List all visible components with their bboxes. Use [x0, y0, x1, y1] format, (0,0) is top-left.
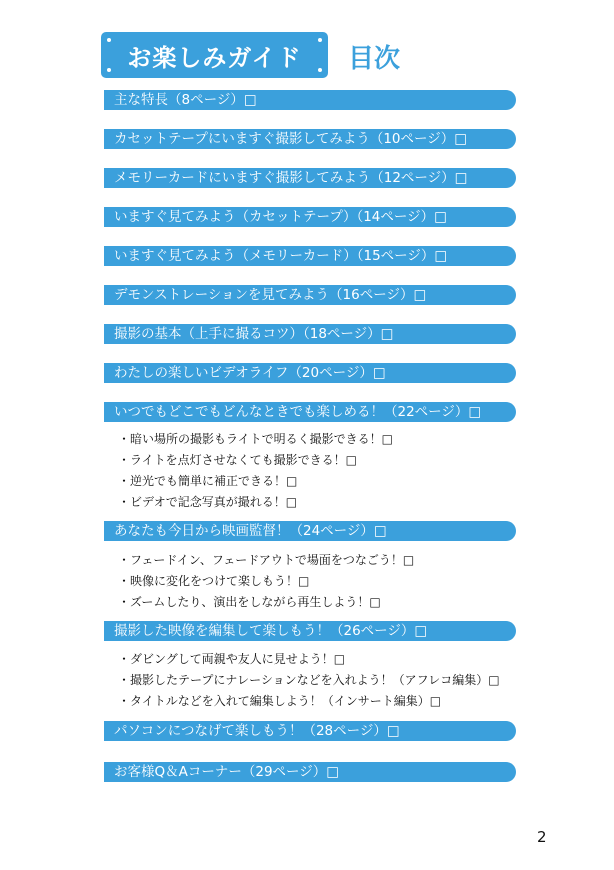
toc-subitem[interactable]: ・ズームしたり、演出をしながら再生しよう！□	[118, 595, 381, 609]
toc-section-8[interactable]: いつでもどこでもどんなときでも楽しめる！（22ページ）□	[104, 402, 516, 422]
toc-section-3[interactable]: いますぐ見てみよう（カセットテープ）（14ページ）□	[104, 207, 516, 227]
toc-section-7[interactable]: わたしの楽しいビデオライフ（20ページ）□	[104, 363, 516, 383]
toc-section-4[interactable]: いますぐ見てみよう（メモリーカード）（15ページ）□	[104, 246, 516, 266]
toc-heading: 目次	[348, 44, 401, 74]
toc-subitem[interactable]: ・ビデオで記念写真が撮れる！□	[118, 495, 298, 509]
guide-title: お楽しみガイド	[127, 43, 302, 72]
toc-subitem[interactable]: ・暗い場所の撮影もライトで明るく撮影できる！□	[118, 432, 393, 446]
toc-section-2[interactable]: メモリーカードにいますぐ撮影してみよう（12ページ）□	[104, 168, 516, 188]
toc-section-11[interactable]: パソコンにつなげて楽しもう！（28ページ）□	[104, 721, 516, 741]
page-number: 2	[537, 828, 547, 846]
toc-section-6[interactable]: 撮影の基本（上手に撮るコツ）（18ページ）□	[104, 324, 516, 344]
toc-subitem[interactable]: ・ダビングして両親や友人に見せよう！□	[118, 652, 346, 666]
toc-section-1[interactable]: カセットテープにいますぐ撮影してみよう（10ページ）□	[104, 129, 516, 149]
toc-subitem[interactable]: ・タイトルなどを入れて編集しよう！（インサート編集）□	[118, 694, 442, 708]
toc-subitem[interactable]: ・ライトを点灯させなくても撮影できる！□	[118, 453, 357, 467]
toc-subitem[interactable]: ・逆光でも簡単に補正できる！□	[118, 474, 298, 488]
toc-subitem[interactable]: ・映像に変化をつけて楽しもう！□	[118, 574, 310, 588]
toc-subitem[interactable]: ・フェードイン、フェードアウトで場面をつなごう！□	[118, 553, 415, 567]
toc-subitem[interactable]: ・撮影したテープにナレーションなどを入れよう！（アフレコ編集）□	[118, 673, 500, 687]
toc-section-12[interactable]: お客様Q＆Aコーナー（29ページ）□	[104, 762, 516, 782]
toc-section-5[interactable]: デモンストレーションを見てみよう（16ページ）□	[104, 285, 516, 305]
toc-section-10[interactable]: 撮影した映像を編集して楽しもう！（26ページ）□	[104, 621, 516, 641]
toc-section-0[interactable]: 主な特長（8ページ）□	[104, 90, 516, 110]
guide-title-box	[101, 32, 328, 78]
toc-section-9[interactable]: あなたも今日から映画監督！（24ページ）□	[104, 521, 516, 541]
